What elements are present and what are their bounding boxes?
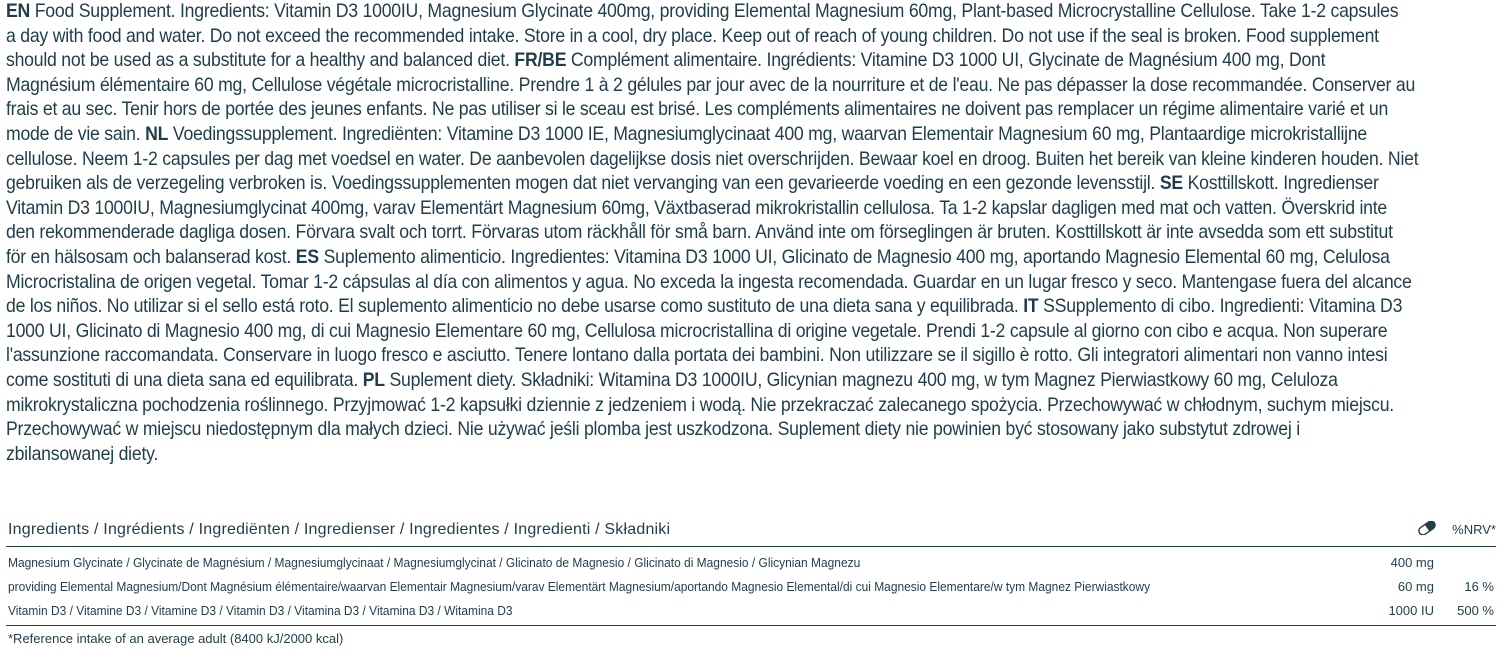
language-code: PL: [362, 369, 385, 391]
language-code: ES: [295, 246, 319, 268]
language-code: SE: [1159, 173, 1183, 195]
text-line: [6, 98, 1389, 123]
nrv-header-label: %NRV*: [1452, 522, 1496, 537]
text-line: [6, 295, 1403, 320]
text-line: [6, 25, 1386, 50]
text-line: [6, 394, 1394, 419]
ingredients-header-label: Ingredients / Ingrédients / Ingrediënten / Ingredienser / Ingredientes / Ingredienti / Składniki: [8, 521, 671, 538]
text-segment: Przechowywać w miejscu niedostępnym dla małych dzieci. Nie używać jeśli plomba jest uszkodzona. Suplement diety nie powinien być stosowany jako substytut zdrowej i: [6, 419, 1300, 441]
text-segment: 1000 UI, Glicinato di Magnesio 400 mg, di cui Magnesio Elementare 60 mg, Cellulosa microcristallina di origine vegetale. Prendi 1-2 capsule al giorno con cibo e acqua. Non superare: [6, 320, 1388, 342]
text-segment: a day with food and water. Do not exceed the recommended intake. Store in a cool, dry place. Keep out of reach of young children. Do not use if the seal is broken. Food supplement: [6, 25, 1379, 47]
ingredient-nrv: 16 %: [1464, 579, 1494, 594]
ingredient-amount: 60 mg: [1397, 579, 1434, 594]
language-code: FR/BE: [514, 50, 567, 72]
language-code: IT: [1023, 296, 1039, 318]
text-line: [6, 221, 1393, 246]
text-line: [6, 418, 1386, 443]
table-row: [6, 575, 1496, 599]
table-row: [6, 551, 1496, 575]
text-segment: för en hälsosam och balanserad kost.: [6, 246, 296, 268]
ingredient-nrv: 500 %: [1457, 603, 1494, 618]
ingredients-table: [6, 518, 1496, 652]
text-segment: Food Supplement. Ingredients: Vitamin D3 1000IU, Magnesium Glycinate 400mg, providing Elemental Magnesium 60mg, Plant-based Microcrystalline Cellulose. Take 1-2 capsules: [30, 1, 1399, 22]
text-segment: mikrokrystaliczna pochodzenia roślinnego. Przyjmować 1-2 kapsułki dziennie z jedzeniem i wodą. Nie przekraczać zalecanego spożycia. Przechowywać w chłodnym, suchym miejscu.: [6, 394, 1394, 416]
table-header: [6, 518, 1496, 547]
language-code: EN: [6, 1, 31, 22]
text-segment: mode de vie sain.: [6, 123, 146, 145]
reference-intake-footnote: *Reference intake of an average adult (8400 kJ/2000 kcal): [8, 631, 344, 646]
multilingual-label-text: [6, 0, 1419, 467]
text-segment: SSupplemento di cibo. Ingredienti: Vitamina D3: [1038, 296, 1403, 318]
text-line: [6, 369, 1386, 394]
text-segment: Suplemento alimenticio. Ingredientes: Vitamina D3 1000 UI, Glicinato de Magnesio 400 mg, aportando Magnesio Elemental 60 mg, Celulosa: [318, 246, 1390, 268]
text-segment: Vitamin D3 1000IU, Magnesiumglycinat 400mg, varav Elementärt Magnesium 60mg, Växtbaserad mikrokristallin cellulosa. Ta 1-2 kapslar dagligen med mat och vatten. Överskrid inte: [6, 197, 1388, 219]
language-code: NL: [145, 123, 169, 145]
text-segment: come sostituti di una dieta sana ed equilibrata.: [6, 369, 363, 391]
text-line: [6, 49, 1386, 74]
text-segment: cellulose. Neem 1-2 capsules per dag met voedsel en water. De aanbevolen dagelijkse dosis niet overschrijden. Bewaar koel en droog. Buiten het bereik van kleine kinderen houden. Niet: [6, 148, 1419, 170]
text-segment: l'assunzione raccomandata. Conservare in luogo fresco e asciutto. Tenere lontano dalla portata dei bambini. Non utilizzare se il sigillo è rotto. Gli integratori alimentari non vanno intesi: [6, 345, 1388, 367]
ingredient-name: Magnesium Glycinate / Glycinate de Magnésium / Magnesiumglycinaat / Magnesiumglycinat / Glicinato de Magnesio / Glicinato di Magnesio / Glicynian Magnezu: [8, 555, 861, 570]
text-line: [6, 123, 1386, 148]
text-segment: Microcristalina de origen vegetal. Tomar 1-2 cápsulas al día con alimentos y agua. No exceda la ingesta recomendada. Guardar en un lugar fresco y seco. Mantengase fuera del alcance: [6, 271, 1412, 293]
text-line: [6, 172, 1386, 197]
ingredient-name: providing Elemental Magnesium/Dont Magnésium élémentaire/waarvan Elementair Magnesium/varav Elementärt Magnesium/aportando Magnesio Elemental/di cui Magnesio Elementare/w tym Magnez Pierwiastkowy: [8, 579, 1151, 594]
text-segment: zbilansowanej diety.: [6, 443, 159, 465]
text-line: [6, 443, 1386, 468]
text-line: [6, 74, 1416, 99]
text-line: [6, 271, 1412, 296]
text-segment: de los niños. No utilizar si el sello está roto. El suplemento alimenticio no debe usarse como sustituto de una dieta sana y equilibrada.: [6, 296, 1024, 318]
table-row: [6, 599, 1496, 623]
ingredient-name: Vitamin D3 / Vitamine D3 / Vitamine D3 / Vitamin D3 / Vitamina D3 / Vitamina D3 / Witamina D3: [8, 603, 513, 618]
text-line: [6, 197, 1386, 222]
text-segment: Magnésium élémentaire 60 mg, Cellulose végétale microcristalline. Prendre 1 à 2 gélules par jour avec de la nourriture et de l'eau. Ne pas dépasser la dose recommandée. Conserver au: [6, 74, 1416, 96]
text-line: [6, 320, 1386, 345]
ingredient-amount: 400 mg: [1390, 555, 1434, 570]
text-line: [6, 148, 1419, 173]
text-line: [6, 344, 1386, 369]
text-segment: should not be used as a substitute for a healthy and balanced diet.: [6, 50, 515, 72]
text-segment: gebruiken als de verzegeling verbroken is. Voedingssupplementen mogen dat niet vervanging van een gevarieerde voeding en een gezonde levensstijl.: [6, 173, 1160, 195]
text-line: [6, 246, 1390, 271]
text-segment: den rekommenderade dagliga dosen. Förvara svalt och torrt. Förvaras utom räckhåll för små barn. Använd inte om förseglingen är bruten. Kosttillskott är inte avsedda som ett substitut: [6, 222, 1393, 244]
text-segment: Voedingssupplement. Ingrediënten: Vitamine D3 1000 IE, Magnesiumglycinaat 400 mg, waarvan Elementair Magnesium 60 mg, Plantaardige microkristallijne: [168, 123, 1368, 145]
capsule-icon: [1416, 521, 1438, 535]
text-segment: frais et au sec. Tenir hors de portée des jeunes enfants. Ne pas utiliser si le sceau est brisé. Les compléments alimentaires ne doivent pas remplacer un régime alimentaire varié et un: [6, 99, 1389, 121]
text-segment: Suplement diety. Składniki: Witamina D3 1000IU, Glicynian magnezu 400 mg, w tym Magnez Pierwiastkowy 60 mg, Celuloza: [384, 369, 1338, 391]
text-segment: Complément alimentaire. Ingrédients: Vitamine D3 1000 UI, Glycinate de Magnésium 400 mg, Dont: [566, 50, 1326, 72]
text-segment: Kosttillskott. Ingredienser: [1182, 173, 1379, 195]
text-line: [6, 0, 1399, 25]
ingredient-amount: 1000 IU: [1388, 603, 1434, 618]
